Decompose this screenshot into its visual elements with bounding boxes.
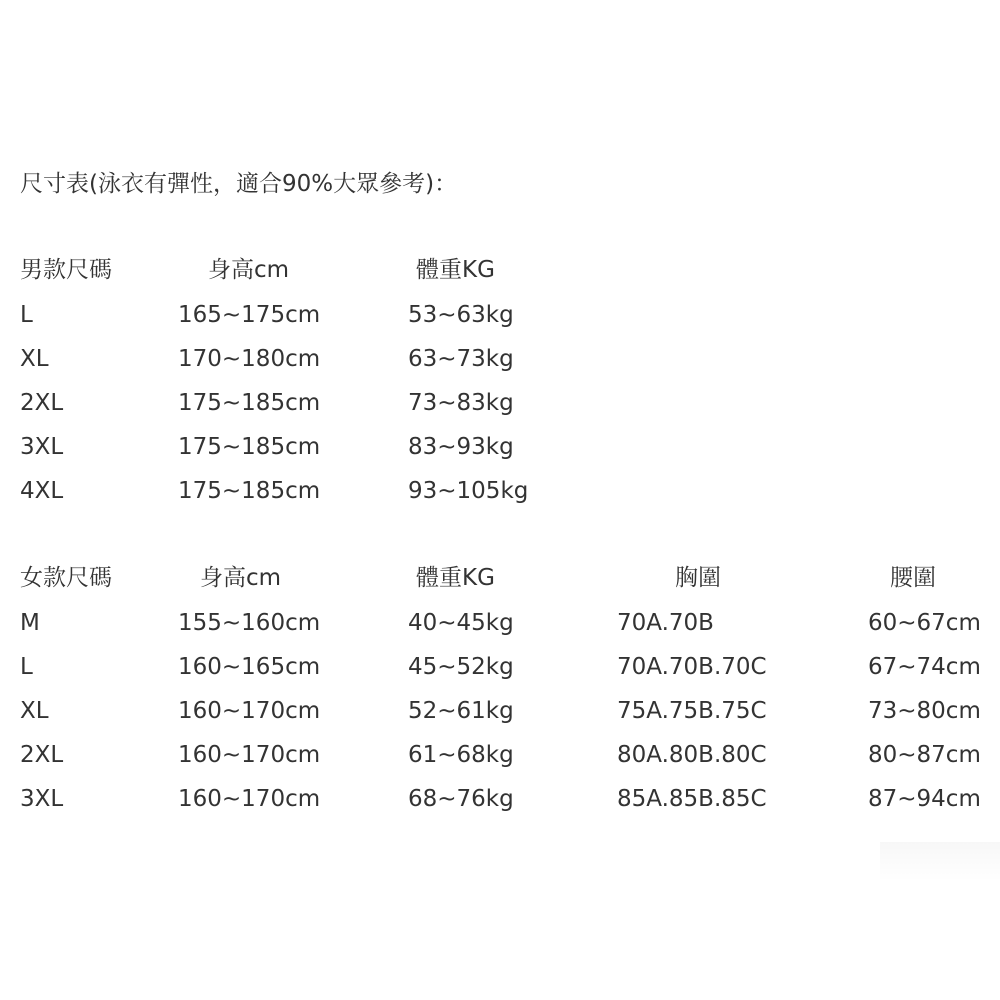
women-weight-cell: 61~68kg: [408, 742, 514, 768]
women-waist-cell: 80~87cm: [868, 742, 981, 768]
women-waist-cell: 87~94cm: [868, 786, 981, 812]
women-header-height: 身高cm: [200, 565, 282, 591]
table-row: [0, 737, 1000, 773]
women-header-weight: 體重KG: [416, 565, 495, 591]
women-height-cell: 160~170cm: [178, 698, 321, 724]
table-row: [0, 341, 1000, 377]
edge-shadow: [880, 842, 1000, 882]
men-header-weight: 體重KG: [416, 257, 495, 283]
women-bust-cell: 70A.70B: [617, 610, 714, 636]
women-weight-cell: 45~52kg: [408, 654, 514, 680]
men-size-cell: L: [20, 302, 33, 328]
table-row: [0, 605, 1000, 641]
men-height-cell: 165~175cm: [178, 302, 321, 328]
table-row: [0, 781, 1000, 817]
men-height-cell: 175~185cm: [178, 434, 321, 460]
women-weight-cell: 40~45kg: [408, 610, 514, 636]
women-bust-cell: 70A.70B.70C: [617, 654, 767, 680]
women-size-cell: L: [20, 654, 33, 680]
women-bust-cell: 80A.80B.80C: [617, 742, 767, 768]
table-row: [0, 385, 1000, 421]
women-size-cell: M: [20, 610, 40, 636]
women-header-waist: 腰圍: [890, 565, 936, 591]
table-row: [0, 693, 1000, 729]
men-height-cell: 175~185cm: [178, 390, 321, 416]
men-weight-cell: 83~93kg: [408, 434, 514, 460]
size-chart-title: 尺寸表(泳衣有彈性，適合90%大眾參考)：: [20, 171, 458, 197]
women-header-size: 女款尺碼: [20, 565, 112, 591]
men-weight-cell: 73~83kg: [408, 390, 514, 416]
men-size-cell: 2XL: [20, 390, 64, 416]
women-height-cell: 155~160cm: [178, 610, 321, 636]
women-bust-cell: 75A.75B.75C: [617, 698, 767, 724]
men-weight-cell: 93~105kg: [408, 478, 529, 504]
men-header-size: 男款尺碼: [20, 257, 112, 283]
table-row: [0, 297, 1000, 333]
men-size-cell: XL: [20, 346, 49, 372]
women-height-cell: 160~170cm: [178, 786, 321, 812]
table-row: [0, 473, 1000, 509]
women-waist-cell: 73~80cm: [868, 698, 981, 724]
women-size-cell: 2XL: [20, 742, 64, 768]
women-size-cell: XL: [20, 698, 49, 724]
women-height-cell: 160~165cm: [178, 654, 321, 680]
men-height-cell: 175~185cm: [178, 478, 321, 504]
men-size-cell: 3XL: [20, 434, 64, 460]
table-row: [0, 649, 1000, 685]
women-bust-cell: 85A.85B.85C: [617, 786, 767, 812]
men-height-cell: 170~180cm: [178, 346, 321, 372]
women-weight-cell: 68~76kg: [408, 786, 514, 812]
men-weight-cell: 63~73kg: [408, 346, 514, 372]
women-waist-cell: 60~67cm: [868, 610, 981, 636]
women-header-row: [0, 560, 1000, 596]
women-weight-cell: 52~61kg: [408, 698, 514, 724]
table-row: [0, 429, 1000, 465]
women-size-cell: 3XL: [20, 786, 64, 812]
men-header-row: [0, 252, 1000, 288]
men-weight-cell: 53~63kg: [408, 302, 514, 328]
men-header-height: 身高cm: [208, 257, 290, 283]
men-size-cell: 4XL: [20, 478, 64, 504]
women-height-cell: 160~170cm: [178, 742, 321, 768]
women-header-bust: 胸圍: [675, 565, 721, 591]
women-waist-cell: 67~74cm: [868, 654, 981, 680]
